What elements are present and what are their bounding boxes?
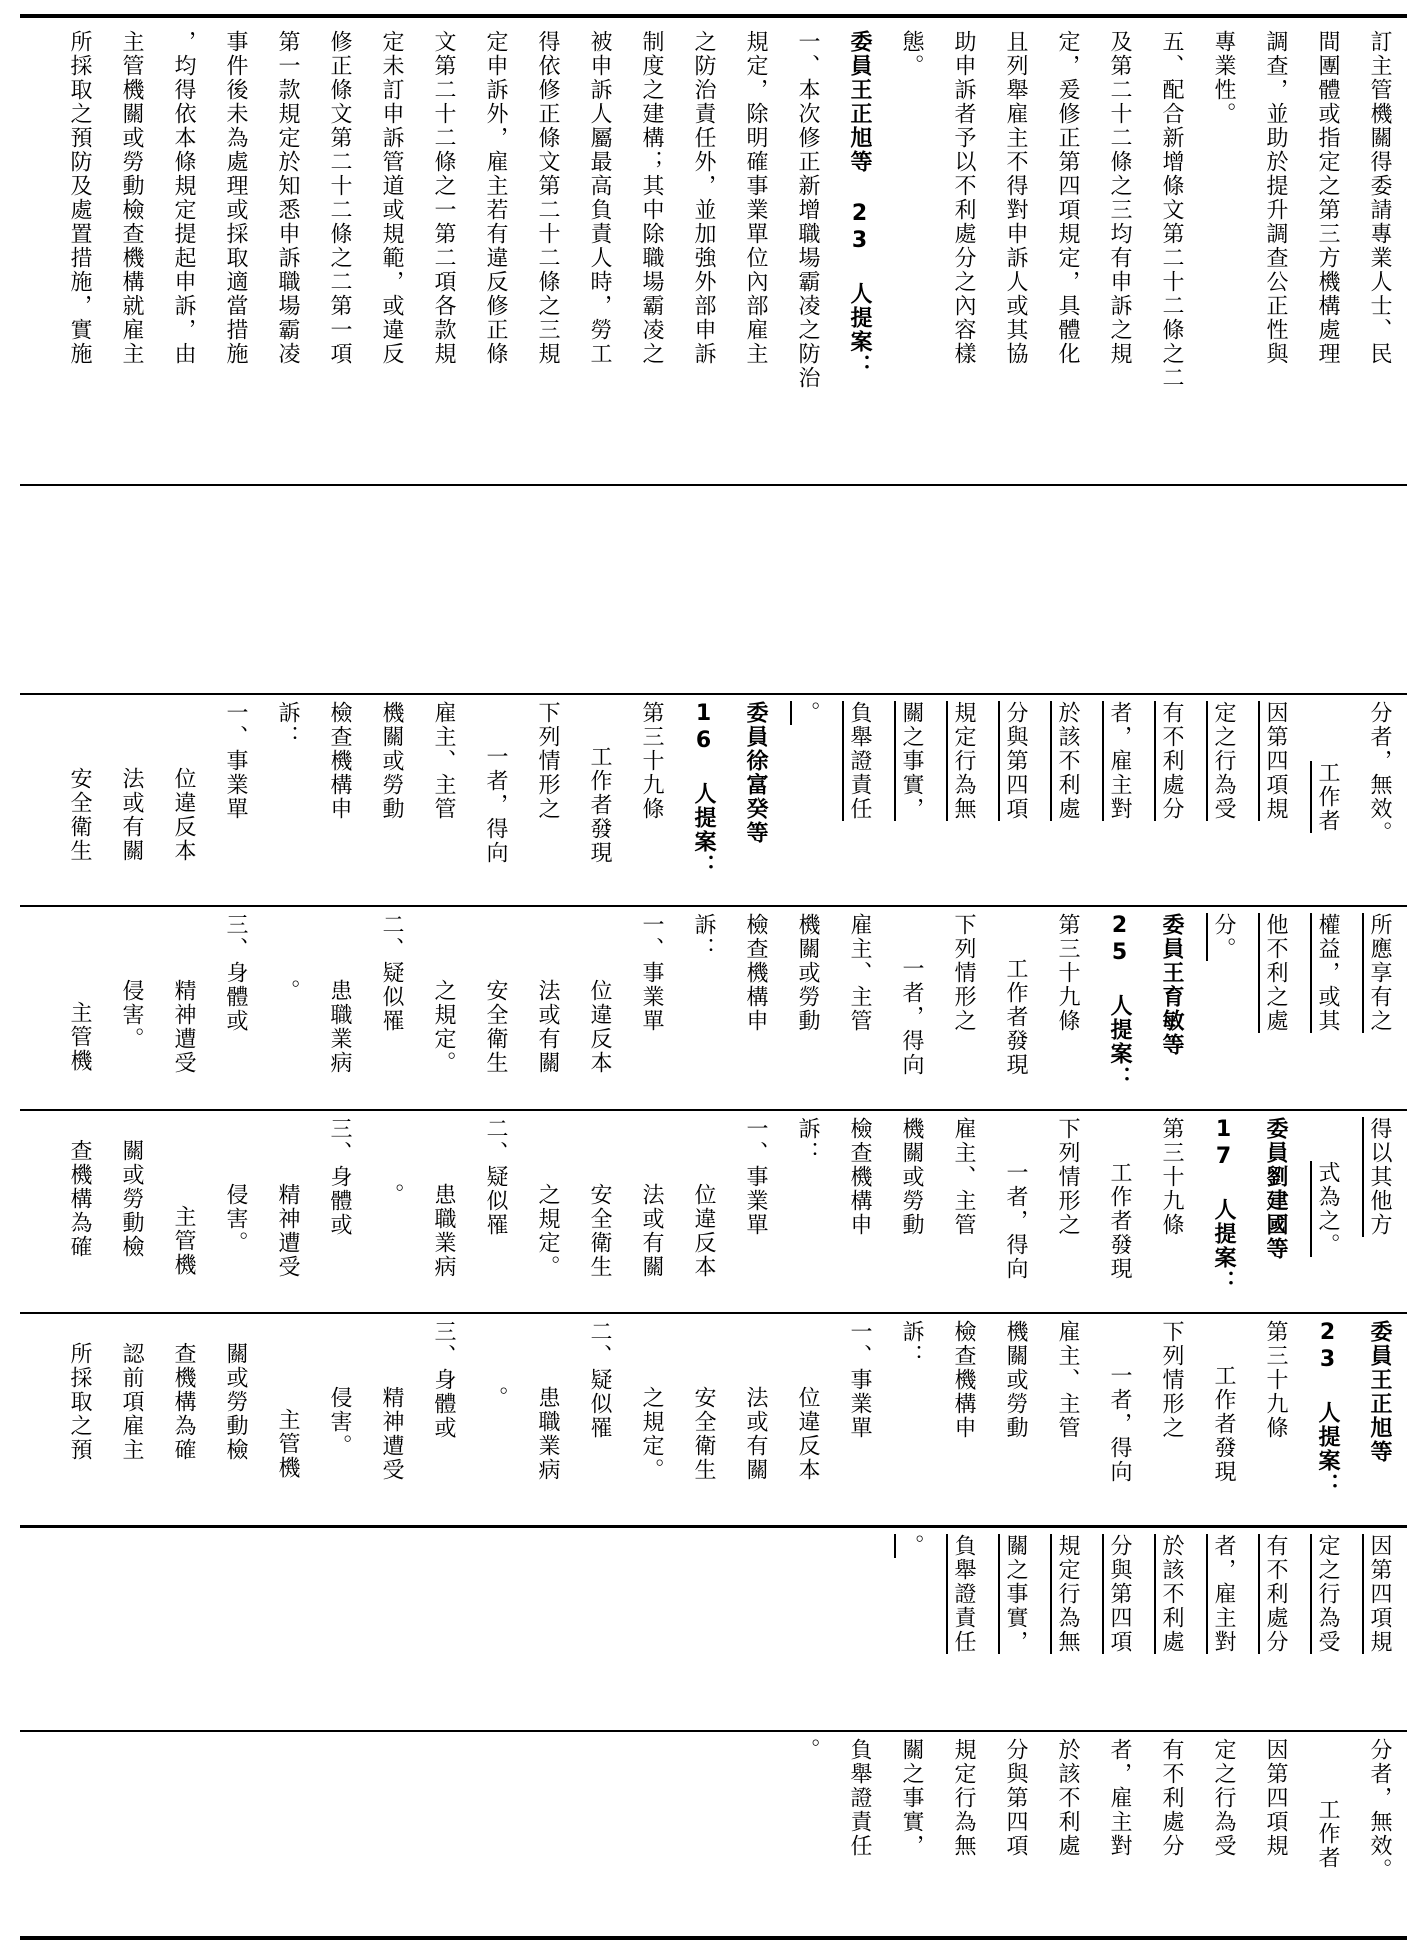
text-line: 檢查機構申 [951,1320,976,1440]
explanation-line: 定，爰修正第四項規定，具體化 [1055,30,1080,366]
text-line: 。 [483,1386,508,1410]
article-number: 第三十九條 [639,701,664,821]
text-line: 因第四項規 [1263,1738,1288,1858]
proposer-heading: 16 人提案： [691,701,716,878]
text-line: 關之事實， [899,1738,924,1858]
text-line: 有不利處分 [1159,1738,1184,1858]
text-line: 主管機 [275,1408,300,1480]
band1-bottom-rule [20,484,1407,486]
text-line: 負舉證責任 [847,701,872,821]
text-line: 法或有關 [639,1183,664,1279]
explanation-line: 得依修正條文第二十二條之三規 [535,30,560,366]
text-line: 二、疑似罹 [483,1117,508,1237]
text-line: 定之行為受 [1211,701,1236,821]
explanation-line: ，均得依本條規定提起申訴，由 [171,30,196,366]
row-divider-rule-2 [20,1109,1407,1111]
text-line: 有不利處分 [1263,1534,1288,1654]
explanation-line: 態。 [899,30,924,78]
proposer-heading: 委員王育敏等 [1159,913,1184,1057]
bottom-rule [20,1936,1407,1940]
explanation-line: 第一款規定於知悉申訴職場霸凌 [275,30,300,366]
text-line: 主管機 [67,1001,92,1073]
text-line: 位違反本 [691,1183,716,1279]
proposer-heading: 委員徐富癸等 [743,701,768,845]
text-line: 之規定。 [431,979,456,1075]
explanation-line: 文第二十二條之一第二項各款規 [431,30,456,366]
text-line: 下列情形之 [535,701,560,821]
text-line: 查機構為確 [171,1342,196,1462]
explanation-line: 修正條文第二十二條之二第一項 [327,30,352,366]
text-line: 侵害。 [119,979,144,1051]
explanation-line: 五、配合新增條文第二十二條之二 [1159,30,1184,390]
proposer-heading: 25 人提案： [1107,913,1132,1090]
explanation-line: 事件後未為處理或採取適當措施 [223,30,248,366]
text-line: 一者，得向 [1107,1364,1132,1484]
article-number: 第三十九條 [1159,1117,1184,1237]
text-line: 下列情形之 [951,913,976,1033]
provision-text-b [885,1534,1405,1724]
article-number: 第三十九條 [1055,913,1080,1033]
explanation-line: 訂主管機關得委請專業人士、民 [1367,30,1392,366]
text-line: 一者，得向 [1003,1161,1028,1281]
text-line: 有不利處分 [1159,701,1184,821]
text-line: 關或勞動檢 [119,1139,144,1259]
text-line: 機關或勞動 [379,701,404,821]
text-line: 工作者發現 [587,745,612,865]
provision-text-d [53,1117,1405,1307]
text-line: 關或勞動檢 [223,1342,248,1462]
text-line: 雇主、主管 [951,1117,976,1237]
proposer-heading: 17 人提案： [1211,1117,1236,1294]
explanation-line: 規定，除明確事業單位內部雇主 [743,30,768,366]
text-line: 安全衛生 [67,767,92,863]
text-line: 權益，或其 [1315,913,1340,1033]
proposer-heading: 委員王正旭等 23 人提案： [847,30,872,378]
explanation-line: 間團體或指定之第三方機構處理 [1315,30,1340,366]
provision-row-a [0,1734,1427,1934]
text-line: 關之事實， [899,701,924,821]
text-line: 訴： [899,1320,924,1368]
text-line: 規定行為無 [951,1738,976,1858]
provision-row-b [0,1530,1427,1728]
provision-text-e [53,913,1405,1103]
text-line: 分與第四項 [1107,1534,1132,1654]
provision-row-c [0,1316,1427,1523]
text-line: 他不利之處 [1263,913,1288,1033]
text-line: 規定行為無 [951,701,976,821]
text-line: 定之行為受 [1211,1738,1236,1858]
row-divider-rule-5 [20,1730,1407,1732]
text-line: 分與第四項 [1003,701,1028,821]
text-line: 患職業病 [327,979,352,1075]
text-line: 者，雇主對 [1107,1738,1132,1858]
text-line: 負舉證責任 [951,1534,976,1654]
text-line: 工作者 [1315,761,1340,833]
text-line: 患職業病 [535,1386,560,1482]
explanation-line: 定未訂申訴管道或規範，或違反 [379,30,404,366]
text-line: 。 [379,1183,404,1207]
text-line: 精神遭受 [379,1386,404,1482]
text-line: 者，雇主對 [1211,1534,1236,1654]
text-line: 定之行為受 [1315,1534,1340,1654]
text-line: 患職業病 [431,1183,456,1279]
explanation-text [53,30,1405,475]
explanation-line: 之防治責任外，並加強外部申訴 [691,30,716,366]
text-line: 認前項雇主 [119,1342,144,1462]
text-line: 機關或勞動 [795,913,820,1033]
provision-text-f [53,701,1405,899]
text-line: 負舉證責任 [847,1738,872,1858]
text-line: 機關或勞動 [899,1117,924,1237]
text-line: 三、身體或 [223,913,248,1033]
text-line: 一、事業單 [743,1117,768,1237]
text-line: 三、身體或 [327,1117,352,1237]
text-line: 關之事實， [1003,1534,1028,1654]
explanation-line: 所採取之預防及處置措施，實施 [67,30,92,366]
text-line: 主管機 [171,1205,196,1277]
proposer-heading: 23 人提案： [1315,1320,1340,1497]
text-line: 三、身體或 [431,1320,456,1440]
text-line: 一者，得向 [899,957,924,1077]
text-line: 一、事業單 [847,1320,872,1440]
text-line: 二、疑似罹 [379,913,404,1033]
explanation-line: 定申訴外，雇主若有違反修正條 [483,30,508,366]
text-line: 規定行為無 [1055,1534,1080,1654]
explanation-line: 被申訴人屬最高負責人時，勞工 [587,30,612,366]
text-line: 工作者發現 [1003,957,1028,1077]
text-line: 侵害。 [327,1386,352,1458]
text-line: 之規定。 [535,1183,560,1279]
text-line: 雇主、主管 [1055,1320,1080,1440]
text-line: 訴： [795,1117,820,1165]
explanation-line: 及第二十二條之三均有申訴之規 [1107,30,1132,366]
text-line: 分者，無效。 [1367,701,1392,845]
text-line: 者，雇主對 [1107,701,1132,821]
text-line: 於該不利處 [1055,1738,1080,1858]
text-line: 檢查機構申 [847,1117,872,1237]
explanation-line: 調查，並助於提升調查公正性與 [1263,30,1288,366]
text-line: 一者，得向 [483,745,508,865]
provision-row-e [0,909,1427,1107]
text-line: 位違反本 [587,979,612,1075]
text-line: 法或有關 [743,1386,768,1482]
text-line: 因第四項規 [1367,1534,1392,1654]
explanation-line: 且列舉雇主不得對申訴人或其協 [1003,30,1028,366]
text-line: 二、疑似罹 [587,1320,612,1440]
row-divider-rule-1 [20,905,1407,907]
text-line: 位違反本 [795,1386,820,1482]
text-line: 。 [795,701,820,725]
text-line: 精神遭受 [275,1183,300,1279]
text-line: 得以其他方 [1367,1117,1392,1237]
text-line: 所採取之預 [67,1342,92,1462]
text-line: 查機構為確 [67,1139,92,1259]
text-line: 檢查機構申 [327,701,352,821]
text-line: 一、事業單 [223,701,248,821]
text-line: 法或有關 [535,979,560,1075]
explanation-line: 助申訴者予以不利處分之內容樣 [951,30,976,366]
proposer-heading: 委員劉建國等 [1263,1117,1288,1261]
provision-row-f [0,697,1427,903]
provision-row-d [0,1113,1427,1310]
provision-text-c [53,1320,1405,1518]
explanation-line: 制度之建構；其中除職場霸凌之 [639,30,664,366]
row-divider-rule-3 [20,1312,1407,1314]
proposer-heading: 委員王正旭等 [1367,1320,1392,1464]
row-divider-rule-4 [20,1525,1407,1528]
text-line: 位違反本 [171,767,196,863]
article-number: 第三十九條 [1263,1320,1288,1440]
text-line: 分。 [1211,913,1236,961]
text-line: 於該不利處 [1159,1534,1184,1654]
text-line: 因第四項規 [1263,701,1288,821]
text-line: 下列情形之 [1055,1117,1080,1237]
table-top-rule [20,693,1407,695]
text-line: 於該不利處 [1055,701,1080,821]
text-line: 雇主、主管 [847,913,872,1033]
provision-text-a [781,1738,1405,1930]
text-line: 精神遭受 [171,979,196,1075]
text-line: 一、事業單 [639,913,664,1033]
text-line: 。 [899,1534,924,1558]
text-line: 訴： [275,701,300,749]
text-line: 安全衛生 [587,1183,612,1279]
explanation-line: 主管機關或勞動檢查機構就雇主 [119,30,144,366]
text-line: 。 [275,979,300,1003]
text-line: 工作者 [1315,1798,1340,1870]
text-line: 檢查機構申 [743,913,768,1033]
text-line: 侵害。 [223,1183,248,1255]
text-line: 分者，無效。 [1367,1738,1392,1882]
explanation-band [0,22,1427,482]
text-line: 工作者發現 [1211,1364,1236,1484]
text-line: 之規定。 [639,1386,664,1482]
text-line: 安全衛生 [691,1386,716,1482]
text-line: 機關或勞動 [1003,1320,1028,1440]
text-line: 分與第四項 [1003,1738,1028,1858]
text-line: 下列情形之 [1159,1320,1184,1440]
top-rule [20,14,1407,18]
text-line: 安全衛生 [483,979,508,1075]
text-line: 法或有關 [119,767,144,863]
text-line: 雇主、主管 [431,701,456,821]
text-line: 。 [795,1738,820,1762]
text-line: 訴： [691,913,716,961]
explanation-line: 一、本次修正新增職場霸凌之防治 [795,30,820,390]
text-line: 所應享有之 [1367,913,1392,1033]
explanation-line: 專業性。 [1211,30,1236,126]
text-line: 式為之。 [1315,1161,1340,1257]
text-line: 工作者發現 [1107,1161,1132,1281]
